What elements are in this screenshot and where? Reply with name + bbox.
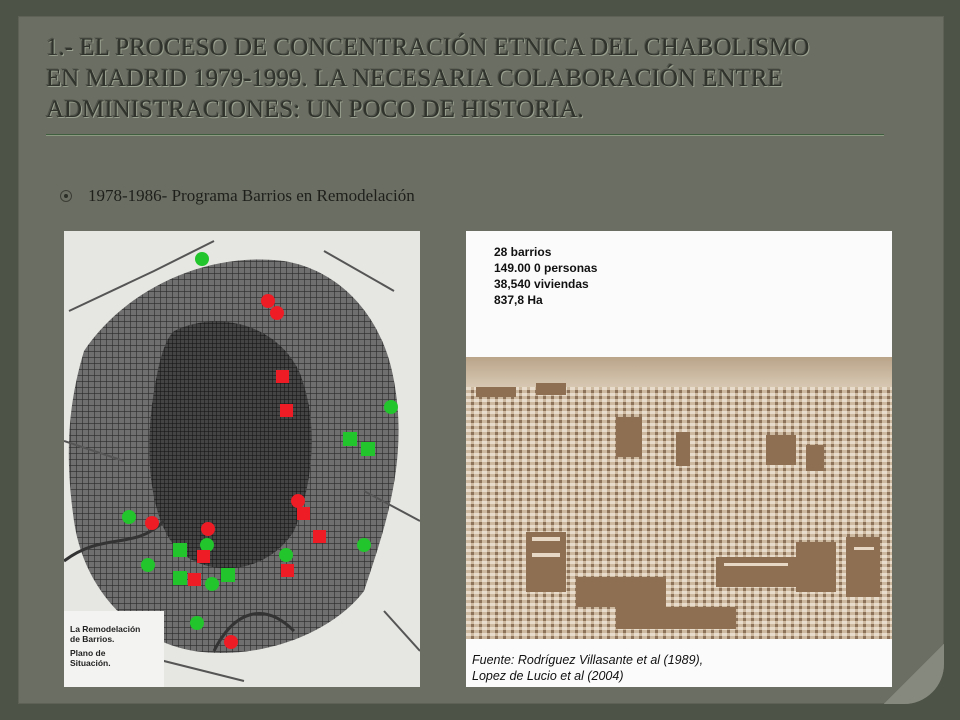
red-marker: [291, 494, 305, 508]
green-marker: [195, 252, 209, 266]
source-caption: [472, 652, 703, 684]
slide-title: [46, 32, 896, 125]
green-marker: [343, 432, 357, 446]
stat-personas: 149.00 0 personas: [494, 261, 598, 275]
green-marker: [361, 442, 375, 456]
red-marker: [197, 550, 210, 563]
red-marker: [224, 635, 238, 649]
title-line-3: ADMINISTRACIONES: UN POCO DE HISTORIA.: [46, 96, 584, 123]
green-marker: [190, 616, 204, 630]
red-marker: [280, 404, 293, 417]
red-marker: [261, 294, 275, 308]
green-marker: [141, 558, 155, 572]
stat-hectareas: 837,8 Ha: [494, 293, 543, 307]
green-marker: [205, 577, 219, 591]
green-marker: [173, 543, 187, 557]
green-marker: [279, 548, 293, 562]
stat-viviendas: 38,540 viviendas: [494, 277, 589, 291]
bullet-text: 1978-1986- Programa Barrios en Remodelación: [88, 186, 415, 205]
green-marker: [122, 510, 136, 524]
legend-line: La Remodelación: [70, 624, 141, 634]
red-marker: [201, 522, 215, 536]
legend-line: Situación.: [70, 658, 111, 668]
red-marker: [276, 370, 289, 383]
title-line-2: EN MADRID 1979-1999. LA NECESARIA COLABORACIÓN ENTRE: [46, 65, 783, 92]
red-marker: [313, 530, 326, 543]
stats-block: [494, 244, 597, 308]
bullet-item: [60, 186, 415, 206]
red-marker: [281, 564, 294, 577]
red-marker: [145, 516, 159, 530]
aerial-photo: [466, 357, 892, 639]
bullet-icon: [60, 190, 72, 202]
slide-corner-fold: [884, 644, 944, 704]
green-marker: [357, 538, 371, 552]
green-marker: [200, 538, 214, 552]
red-marker: [188, 573, 201, 586]
aerial-photo-graphic: [466, 357, 892, 639]
source-line-2: Lopez de Lucio et al (2004): [472, 669, 624, 683]
green-marker: [384, 400, 398, 414]
source-line-1: Fuente: Rodríguez Villasante et al (1989),: [472, 653, 704, 667]
red-marker: [270, 306, 284, 320]
red-marker: [297, 507, 310, 520]
madrid-location-map: [64, 231, 420, 687]
legend-line: de Barrios.: [70, 634, 115, 644]
green-marker: [221, 568, 235, 582]
legend-line: Plano de: [70, 648, 106, 658]
title-divider: [46, 134, 884, 136]
title-line-1: 1.- EL PROCESO DE CONCENTRACIÓN ETNICA DEL CHABOLISMO: [46, 34, 810, 61]
map-graphic: [64, 231, 420, 687]
map-legend: [70, 624, 166, 668]
stat-barrios: 28 barrios: [494, 245, 552, 259]
green-marker: [173, 571, 187, 585]
